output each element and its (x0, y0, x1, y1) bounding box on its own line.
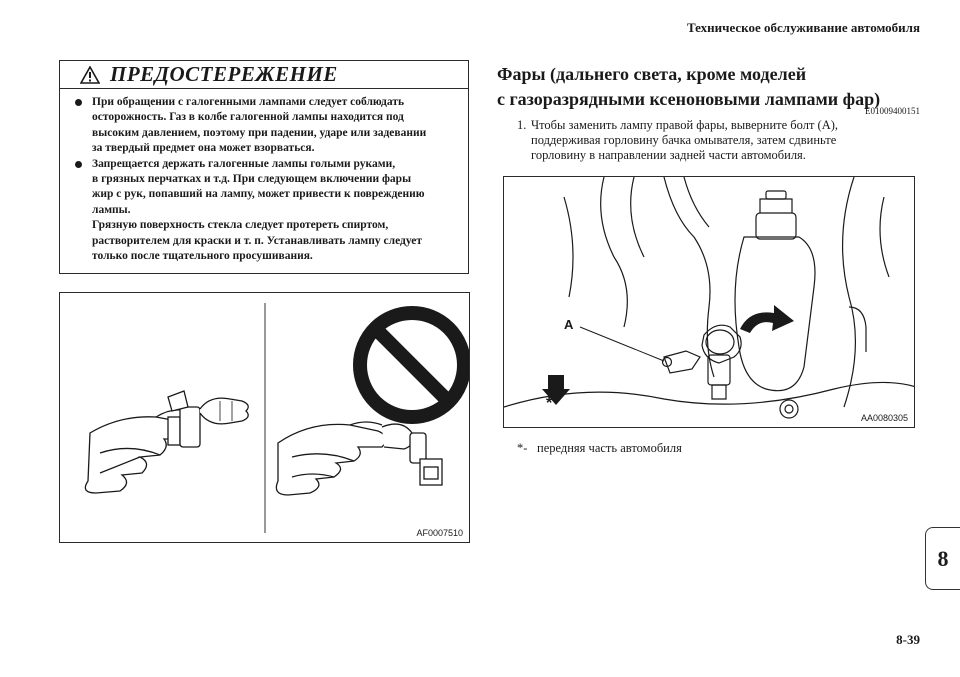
warning-item (72, 157, 460, 265)
section-code: E01009400151 (865, 106, 920, 116)
step-line: поддерживая горловину бачка омывателя, затем сдвиньте (531, 133, 837, 147)
figure-code: AA0080305 (860, 413, 908, 423)
warning-header (60, 61, 468, 89)
direction-arrow-icon (740, 305, 794, 333)
callout-label-star: * (546, 395, 553, 412)
engine-bay-illustration (504, 177, 915, 428)
footnote-text: передняя часть автомобиля (537, 441, 682, 455)
chapter-tab: 8 (925, 527, 960, 590)
figure-code: AF0007510 (416, 528, 463, 538)
warning-line: растворителем для краски и т. п. Устанавливать лампу следует (92, 234, 422, 247)
running-header: Техническое обслуживание автомобиля (686, 20, 920, 35)
section-title-line: Фары (дальнего света, кроме моделей (497, 64, 807, 84)
warning-box (59, 60, 469, 274)
warning-line: При обращении с галогенными лампами следует соблюдать (92, 96, 405, 108)
bulb-handling-illustration (60, 293, 470, 543)
warning-line: жир с рук, попавший на лампу, может привести к повреждению (92, 188, 425, 201)
footnote (517, 441, 682, 456)
warning-line: за твердый предмет она может взорваться. (92, 142, 315, 155)
figure-washer-neck (503, 176, 915, 428)
warning-line: Грязную поверхность стекла следует протереть спиртом, (92, 219, 389, 232)
warning-title: ПРЕДОСТЕРЕЖЕНИЕ (110, 62, 338, 86)
callout-label-a: A (564, 317, 574, 332)
step-text (531, 118, 911, 163)
warning-line: высоким давлением, поэтому при падении, ударе или задевании (92, 126, 427, 139)
hand-holding-base-icon (85, 391, 248, 493)
section-title (497, 62, 917, 112)
warning-line: в грязных перчатках и т.д. При следующем включении фары (92, 173, 412, 186)
figure-bulb-handling (59, 292, 470, 543)
bullet-icon (75, 99, 82, 106)
step-line: горловину в направлении задней части автомобиля. (531, 148, 806, 162)
warning-item (72, 95, 460, 157)
prohibition-sign-icon (360, 313, 464, 417)
warning-line: лампы. (92, 203, 131, 216)
footnote-mark: *- (517, 441, 528, 455)
warning-body (72, 95, 460, 264)
bullet-icon (75, 161, 82, 168)
step-number: 1. (517, 118, 527, 132)
warning-line: Запрещается держать галогенные лампы голыми руками, (92, 157, 396, 170)
page-number: 8-39 (896, 632, 920, 647)
step-line: Чтобы заменить лампу правой фары, выверните болт (A), (531, 118, 839, 132)
warning-triangle-icon (80, 66, 100, 84)
warning-line: осторожность. Газ в колбе галогенной лампы находится под (92, 111, 404, 124)
section-title-line: с газоразрядными ксеноновыми лампами фар) (497, 89, 881, 109)
warning-line: только после тщательного просушивания. (92, 250, 313, 263)
hand-touching-glass-icon (276, 422, 442, 495)
